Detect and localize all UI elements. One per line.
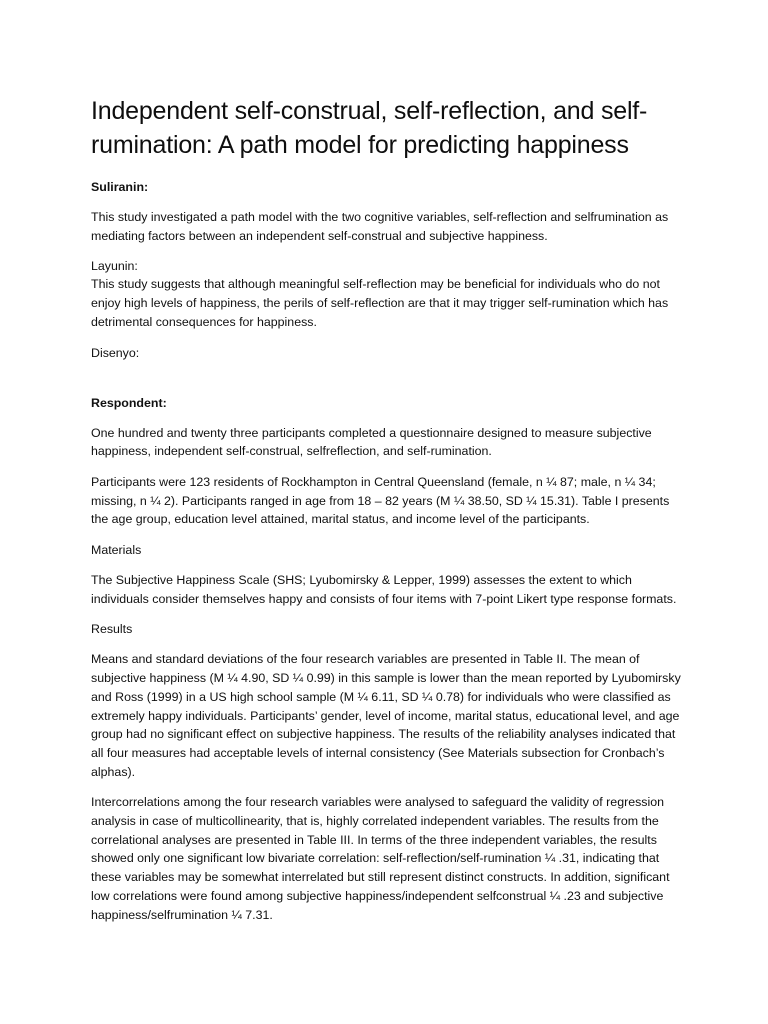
suliranin-heading: Suliranin: — [91, 180, 149, 194]
results-paragraph: Intercorrelations among the four research variables were analysed to safeguard the validity of regression analysis in case of multicollinearity, that is, highly correlated independent variables. The results from the correlational analyses are presented in Table III. In terms of the three independent variables, the results showed only one significant low bivariate correlation: self-reflection/self-rumination ¼ .31, indicating that these variables may be somewhat interrelated but still represent distinct constructs. In addition, significant low correlations were found among subjective happiness/independent selfconstrual ¼ .23 and subjective happiness/selfrumination ¼ 7.31. — [91, 795, 670, 922]
materials-heading: Materials — [91, 543, 142, 558]
suliranin-text: This study investigated a path model with the two cognitive variables, self-reflection and selfrumination as mediating factors between an independent self-construal and subjective happiness. — [91, 210, 669, 243]
respondent-heading: Respondent: — [91, 395, 167, 410]
disenyo-heading: Disenyo: — [91, 345, 140, 360]
layunin-heading: Layunin: — [91, 259, 138, 274]
document-title: Independent self-construal, self-reflection, and self-rumination: A path model for predicting happiness — [91, 97, 648, 159]
respondent-paragraph: Participants were 123 residents of Rockhampton in Central Queensland (female, n ¼ 87; male, n ¼ 34; missing, n ¼ 2). Participants ranged in age from 18 – 82 years (M ¼ 38.50, SD ¼ 15.31). Table I presents the age group, education level attained, marital status, and income level of the participants. — [91, 474, 670, 527]
layunin-text: This study suggests that although meaningful self-reflection may be beneficial for individuals who do not enjoy high levels of happiness, the perils of self-reflection are that it may trigger self-rumination which has detrimental consequences for happiness. — [91, 277, 669, 329]
blank-space — [91, 374, 687, 394]
layunin-section — [91, 257, 687, 331]
respondent-paragraph: One hundred and twenty three participants completed a questionnaire designed to measure subjective happiness, independent self-construal, selfreflection, and self-rumination. — [91, 425, 652, 459]
materials-text: The Subjective Happiness Scale (SHS; Lyubomirsky & Lepper, 1999) assesses the extent to which individuals consider themselves happy and consists of four items with 7-point Likert type response formats. — [91, 573, 677, 606]
results-heading: Results — [91, 622, 133, 637]
document-page — [91, 94, 687, 936]
results-paragraph: Means and standard deviations of the four research variables are presented in Table II. The mean of subjective happiness (M ¼ 4.90, SD ¼ 0.99) in this sample is lower than the mean reported by Lyubomirsky and Ross (1999) in a US high school sample (M ¼ 6.11, SD ¼ 0.78) for individuals who were classified as extremely happy individuals. Participants’ gender, level of income, marital status, educational level, and age group had no significant effect on subjective happiness. The results of the reliability analyses indicated that all four measures had acceptable levels of internal consistency (See Materials subsection for Cronbach’s alphas). — [91, 652, 681, 779]
